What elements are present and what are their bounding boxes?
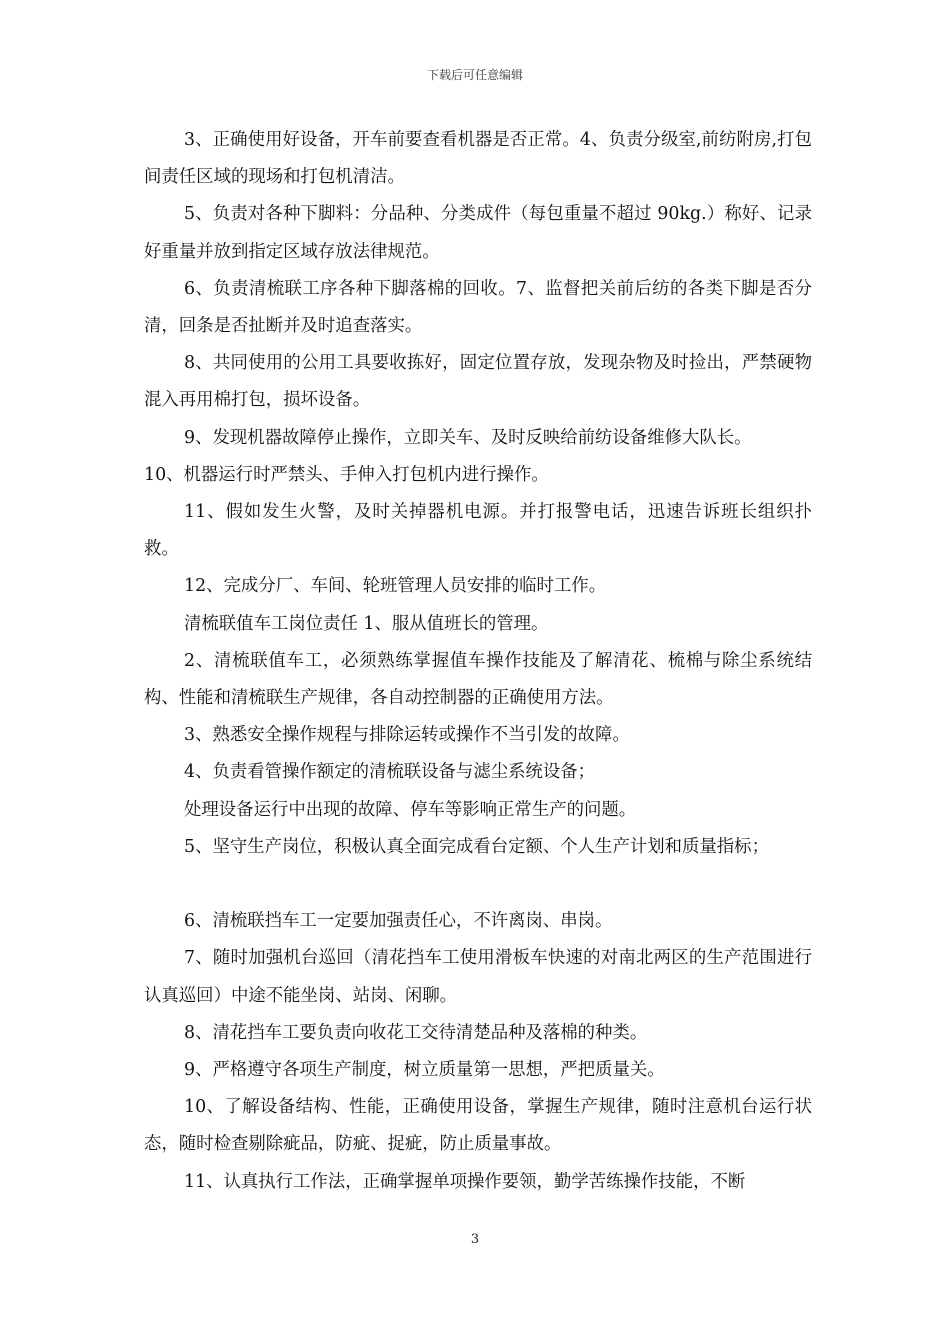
document-body	[144, 122, 812, 1201]
paragraph: 4、负责看管操作额定的清梳联设备与滤尘系统设备；	[184, 762, 596, 783]
paragraph: 7、随时加强机台巡回（清花挡车工使用滑板车快速的对南北两区的生产范围进行认真巡回）中途不能坐岗、站岗、闲聊。	[144, 948, 812, 1006]
paragraph: 8、清花挡车工要负责向收花工交待清楚品种及落棉的种类。	[184, 1022, 648, 1043]
page-header-note: 下载后可任意编辑	[426, 68, 523, 82]
page-number: 3	[470, 1232, 480, 1247]
paragraph: 3、正确使用好设备，开车前要查看机器是否正常。4、负责分级室,前纺附房,打包间责任区域的现场和打包机清洁。	[144, 130, 812, 188]
paragraph: 10、了解设备结构、性能，正确使用设备，掌握生产规律，随时注意机台运行状态，随时检查剔除疵品，防疵、捉疵，防止质量事故。	[144, 1097, 812, 1155]
paragraph: 9、严格遵守各项生产制度，树立质量第一思想，严把质量关。	[184, 1060, 665, 1081]
paragraph: 12、完成分厂、车间、轮班管理人员安排的临时工作。	[184, 576, 607, 597]
paragraph: 5、坚守生产岗位，积极认真全面完成看台定额、个人生产计划和质量指标；	[184, 836, 769, 857]
paragraph: 清梳联值车工岗位责任 1、服从值班长的管理。	[184, 613, 549, 634]
paragraph: 6、负责清梳联工序各种下脚落棉的回收。7、监督把关前后纺的各类下脚是否分清，回条是否扯断并及时追查落实。	[144, 278, 812, 337]
paragraph: 11、假如发生火警，及时关掉器机电源。并打报警电话，迅速告诉班长组织扑救。	[144, 502, 812, 560]
blank-line	[144, 866, 812, 903]
paragraph: 6、清梳联挡车工一定要加强责任心，不许离岗、串岗。	[184, 911, 613, 932]
paragraph: 10、机器运行时严禁头、手伸入打包机内进行操作。	[144, 464, 549, 485]
paragraph: 3、熟悉安全操作规程与排除运转或操作不当引发的故障。	[184, 725, 630, 746]
paragraph: 9、发现机器故障停止操作，立即关车、及时反映给前纺设备维修大队长。	[184, 427, 752, 448]
paragraph: 处理设备运行中出现的故障、停车等影响正常生产的问题。	[184, 799, 637, 820]
paragraph: 8、共同使用的公用工具要收拣好，固定位置存放，发现杂物及时捡出，严禁硬物混入再用棉打包，损坏设备。	[144, 353, 812, 411]
paragraph: 11、认真执行工作法，正确掌握单项操作要领，勤学苦练操作技能，不断	[184, 1171, 746, 1192]
paragraph: 5、负责对各种下脚料：分品种、分类成件（每包重量不超过 90kg.）称好、记录好重量并放到指定区域存放法律规范。	[144, 204, 812, 262]
paragraph: 2、清梳联值车工，必须熟练掌握值车操作技能及了解清花、梳棉与除尘系统结构、性能和清梳联生产规律，各自动控制器的正确使用方法。	[144, 650, 812, 709]
